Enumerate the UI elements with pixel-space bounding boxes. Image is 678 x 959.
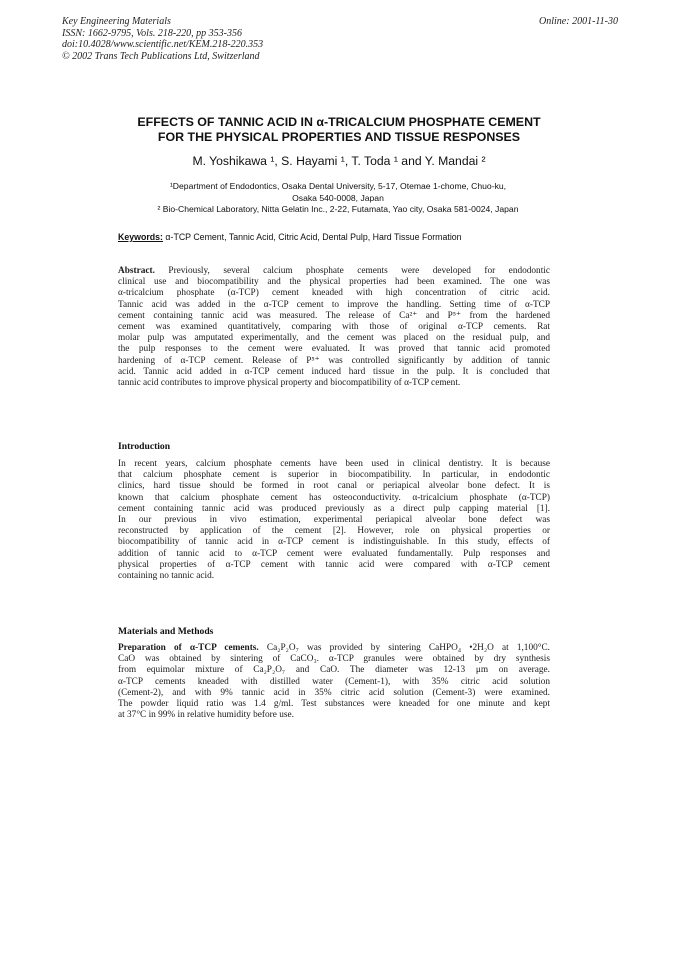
methods-block <box>118 643 550 721</box>
affiliation-1a: ¹Department of Endodontics, Osaka Dental University, 5-17, Otemae 1-chome, Chuo-ku, <box>169 181 507 191</box>
author-list: M. Yoshikawa ¹, S. Hayami ¹, T. Toda ¹ and Y. Mandai ² <box>192 154 486 168</box>
methods-line: from equimolar mixture of Ca₂P₂O₇ and CaO. The diameter was 12-13 μm on average. <box>118 665 550 676</box>
abstract-line: clinical use and biocompatibility and the physical properties had been examined. The one was <box>118 277 550 288</box>
methods-line: Preparation of α-TCP cements. Ca₂P₂O₇ was provided by sintering CaHPO₄ •2H₂O at 1,100°C. <box>118 643 550 653</box>
intro-line: physical properties of α-TCP cement with tannic acid were compared with α-TCP cement <box>118 559 550 570</box>
affiliations <box>112 181 564 216</box>
methods-line: CaO was obtained by sintering of CaCO₃. α-TCP granules were obtained by dry synthesis <box>118 654 550 665</box>
abstract-line: Tannic acid was added in the α-TCP cement to improve the handling. Setting time of α-TCP <box>118 299 550 310</box>
affiliation-1b: Osaka 540-0008, Japan <box>292 192 384 203</box>
abstract-line: cement containing tannic acid was measured. The release of Ca²⁺ and P⁵⁺ from the hardened <box>118 310 550 321</box>
methods-line: The powder liquid ratio was 1.4 g/ml. Test substances were kneaded for one minute and kept <box>118 699 550 710</box>
abstract-line: Abstract. Previously, several calcium phosphate cements were developed for endodontic <box>118 266 550 276</box>
intro-line: reconstructed by application of the cement [2]. However, role on physical properties or <box>118 526 550 537</box>
intro-line: containing no tannic acid. <box>118 571 215 582</box>
introduction-heading: Introduction <box>118 441 171 452</box>
online-date: Online: 2001-11-30 <box>539 16 618 27</box>
title-line-1: EFFECTS OF TANNIC ACID IN α-TRICALCIUM PHOSPHATE CEMENT <box>137 115 541 129</box>
journal-name: Key Engineering Materials <box>62 16 171 27</box>
issn-line: ISSN: 1662-9795, Vols. 218-220, pp 353-356 <box>62 27 242 39</box>
intro-line: clinics, hard tissue should be formed in root canal or periapical alveolar bone defect. It is <box>118 481 550 492</box>
keywords-line <box>118 232 568 242</box>
intro-line: In our previous in vivo estimation, experimental periapical alveolar bone defect was <box>118 515 550 526</box>
keywords-text: α-TCP Cement, Tannic Acid, Citric Acid, Dental Pulp, Hard Tissue Formation <box>162 232 462 242</box>
intro-line: known that calcium phosphate cement has osteoconductivity. α-tricalcium phosphate (α-TCP) <box>118 492 550 503</box>
affiliation-2: ² Bio-Chemical Laboratory, Nitta Gelatin Inc., 2-22, Futamata, Yao city, Osaka 581-0024, Japan <box>157 204 519 214</box>
keywords-label: Keywords: <box>118 232 163 242</box>
abstract-line: hardening of α-TCP cement. Release of P⁵⁺ was controlled significantly by addition of tannic <box>118 355 550 366</box>
journal-header <box>62 16 618 62</box>
introduction-block <box>118 459 550 582</box>
methods-line: (Cement-2), and with 9% tannic acid in 35% citric acid solution (Cement-3) were examined. <box>118 687 550 698</box>
copyright-line: © 2002 Trans Tech Publications Ltd, Switzerland <box>62 50 260 62</box>
paper-title <box>100 115 578 145</box>
abstract-line: cement was examined quantitatively, comparing with those of original α-TCP cements. Rat <box>118 322 550 333</box>
intro-line: addition of tannic acid to α-TCP cement were evaluated fundamentally. Pulp responses and <box>118 548 550 559</box>
abstract-line: acid. Tannic acid added in α-TCP cement induced hard tissue in the pulp. It is concluded that <box>118 366 550 377</box>
abstract-line: tannic acid contributes to improve physical property and biocompatibility of α-TCP cement. <box>118 378 461 389</box>
intro-line: that calcium phosphate cement is superior in biocompatibility. In particular, in endodontic <box>118 470 550 481</box>
methods-line: α-TCP cements kneaded with distilled water (Cement-1), with 35% citric acid solution <box>118 676 550 687</box>
methods-line: at 37°C in 99% in relative humidity before use. <box>118 710 294 721</box>
doi-line: doi:10.4028/www.scientific.net/KEM.218-220.353 <box>62 39 264 50</box>
title-line-2: FOR THE PHYSICAL PROPERTIES AND TISSUE RESPONSES <box>157 130 521 144</box>
abstract-block <box>118 266 550 389</box>
methods-heading: Materials and Methods <box>118 626 214 637</box>
abstract-line: α-tricalcium phosphate (α-TCP) cement kneaded with high concentration of citric acid. <box>118 288 550 299</box>
abstract-line: the pulp responses to the cement were evaluated. It was proved that tannic acid promoted <box>118 344 550 355</box>
intro-line: biocompatibility of tannic acid in α-TCP cement is indistinguishable. In this study, effects of <box>118 537 550 548</box>
abstract-label: Abstract. <box>118 266 155 276</box>
intro-line: cement containing tannic acid was produced previously as a direct pulp capping material [1]. <box>118 503 550 514</box>
intro-line: In recent years, calcium phosphate cements have been used in clinical dentistry. It is because <box>118 459 550 469</box>
methods-sub-label: Preparation of α-TCP cements. <box>118 643 259 653</box>
abstract-line: molar pulp was amputated experimentally, and the cement was placed on the residual pulp, and <box>118 333 550 344</box>
